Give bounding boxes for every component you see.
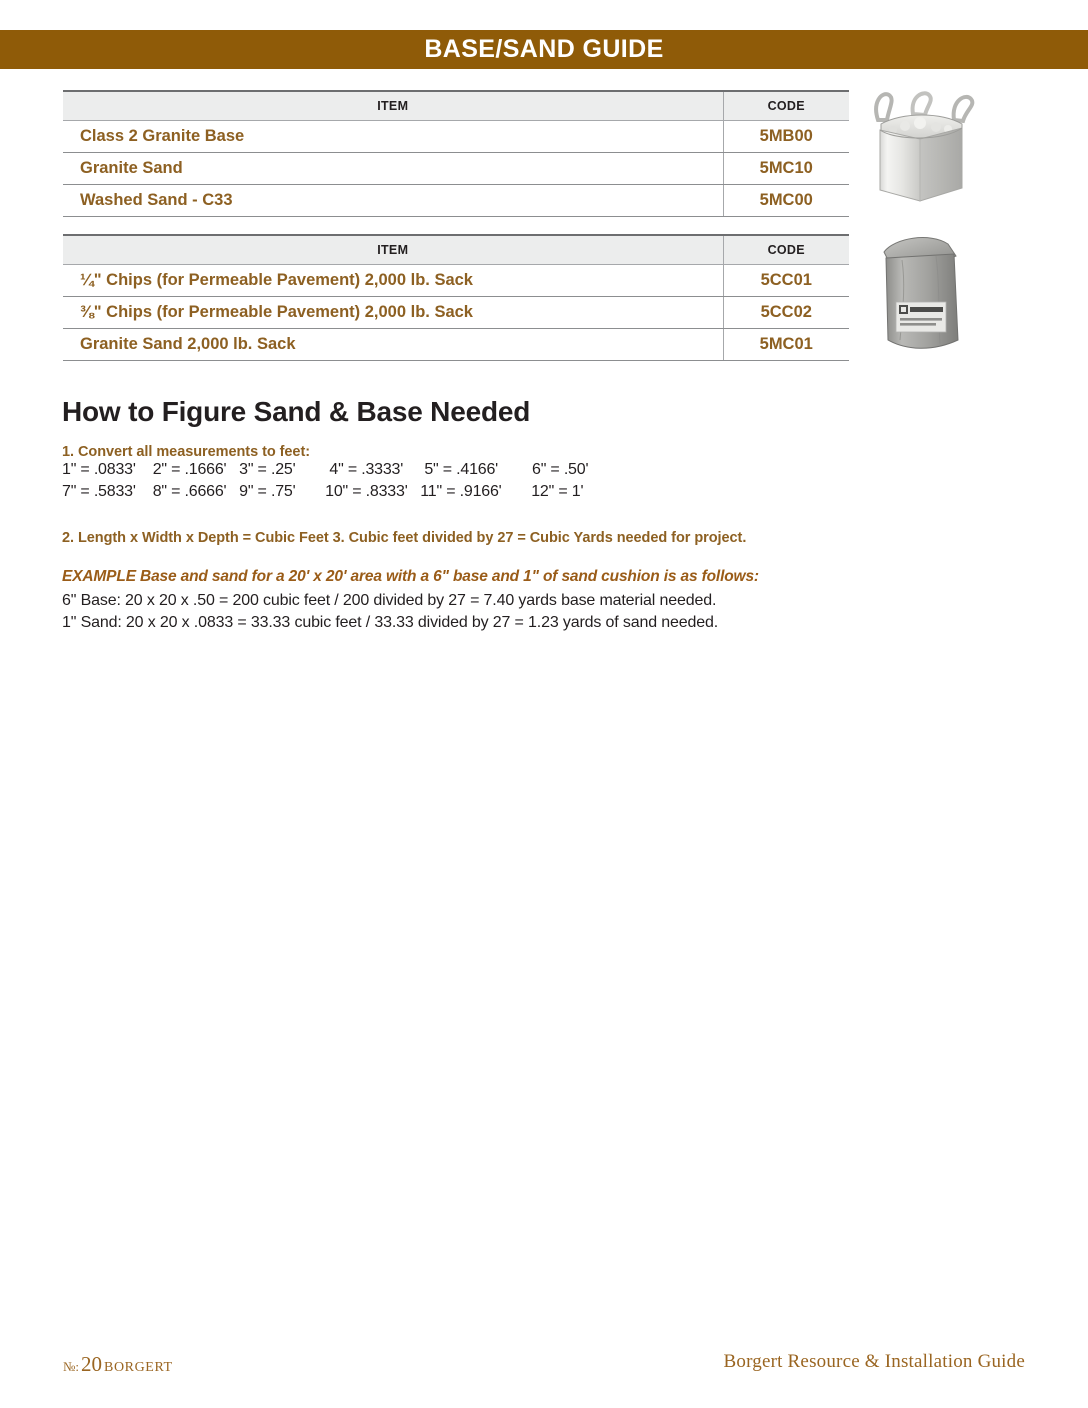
column-header-item: ITEM [63, 235, 723, 265]
table-header-row [63, 235, 849, 265]
footer-guide-title: Borgert Resource & Installation Guide [723, 1351, 1025, 1372]
item-code: 5MC10 [723, 153, 849, 185]
example-heading: EXAMPLE Base and sand for a 20' x 20' area with a 6" base and 1" of sand cushion is as follows: [62, 568, 759, 585]
item-name: ⅜" Chips (for Permeable Pavement) 2,000 lb. Sack [63, 297, 723, 329]
number-sign-mark: №: [63, 1359, 80, 1374]
section-heading: How to Figure Sand & Base Needed [62, 396, 531, 427]
column-header-code: CODE [723, 91, 849, 121]
page-header-banner [0, 30, 1088, 69]
column-header-code: CODE [723, 235, 849, 265]
item-code: 5CC02 [723, 297, 849, 329]
bulk-bag-photo [858, 82, 984, 206]
item-name: ¼" Chips (for Permeable Pavement) 2,000 lb. Sack [63, 265, 723, 297]
table-row [63, 329, 849, 361]
conversion-row-2: 7" = .5833' 8" = .6666' 9" = .75' 10" = .8333' 11" = .9166' 12" = 1' [62, 483, 584, 500]
footer-page-marker [63, 1352, 173, 1377]
step-2-and-3-label: 2. Length x Width x Depth = Cubic Feet 3. Cubic feet divided by 27 = Cubic Yards needed for project. [62, 530, 747, 546]
table-row [63, 153, 849, 185]
table-row [63, 185, 849, 217]
step-1-label: 1. Convert all measurements to feet: [62, 444, 310, 460]
sacked-materials-table [63, 234, 849, 361]
example-sand-calculation: 1" Sand: 20 x 20 x .0833 = 33.33 cubic feet / 33.33 divided by 27 = 1.23 yards of sand needed. [62, 614, 719, 631]
table-row [63, 121, 849, 153]
item-name: Washed Sand - C33 [63, 185, 723, 217]
item-code: 5MC00 [723, 185, 849, 217]
table-header-row [63, 91, 849, 121]
example-base-calculation: 6" Base: 20 x 20 x .50 = 200 cubic feet / 200 divided by 27 = 7.40 yards base material needed. [62, 592, 717, 609]
item-name: Granite Sand [63, 153, 723, 185]
table-row [63, 297, 849, 329]
page-title: BASE/SAND GUIDE [424, 35, 664, 63]
conversion-row-1: 1" = .0833' 2" = .1666' 3" = .25' 4" = .3333' 5" = .4166' 6" = .50' [62, 461, 589, 478]
sack-photo [872, 228, 968, 354]
page-number: 20 [81, 1352, 103, 1376]
item-name: Granite Sand 2,000 lb. Sack [63, 329, 723, 361]
item-name: Class 2 Granite Base [63, 121, 723, 153]
item-code: 5MB00 [723, 121, 849, 153]
bulk-materials-table [63, 90, 849, 217]
column-header-item: ITEM [63, 91, 723, 121]
item-code: 5CC01 [723, 265, 849, 297]
table-row [63, 265, 849, 297]
item-code: 5MC01 [723, 329, 849, 361]
footer-brand: BORGERT [104, 1360, 173, 1375]
